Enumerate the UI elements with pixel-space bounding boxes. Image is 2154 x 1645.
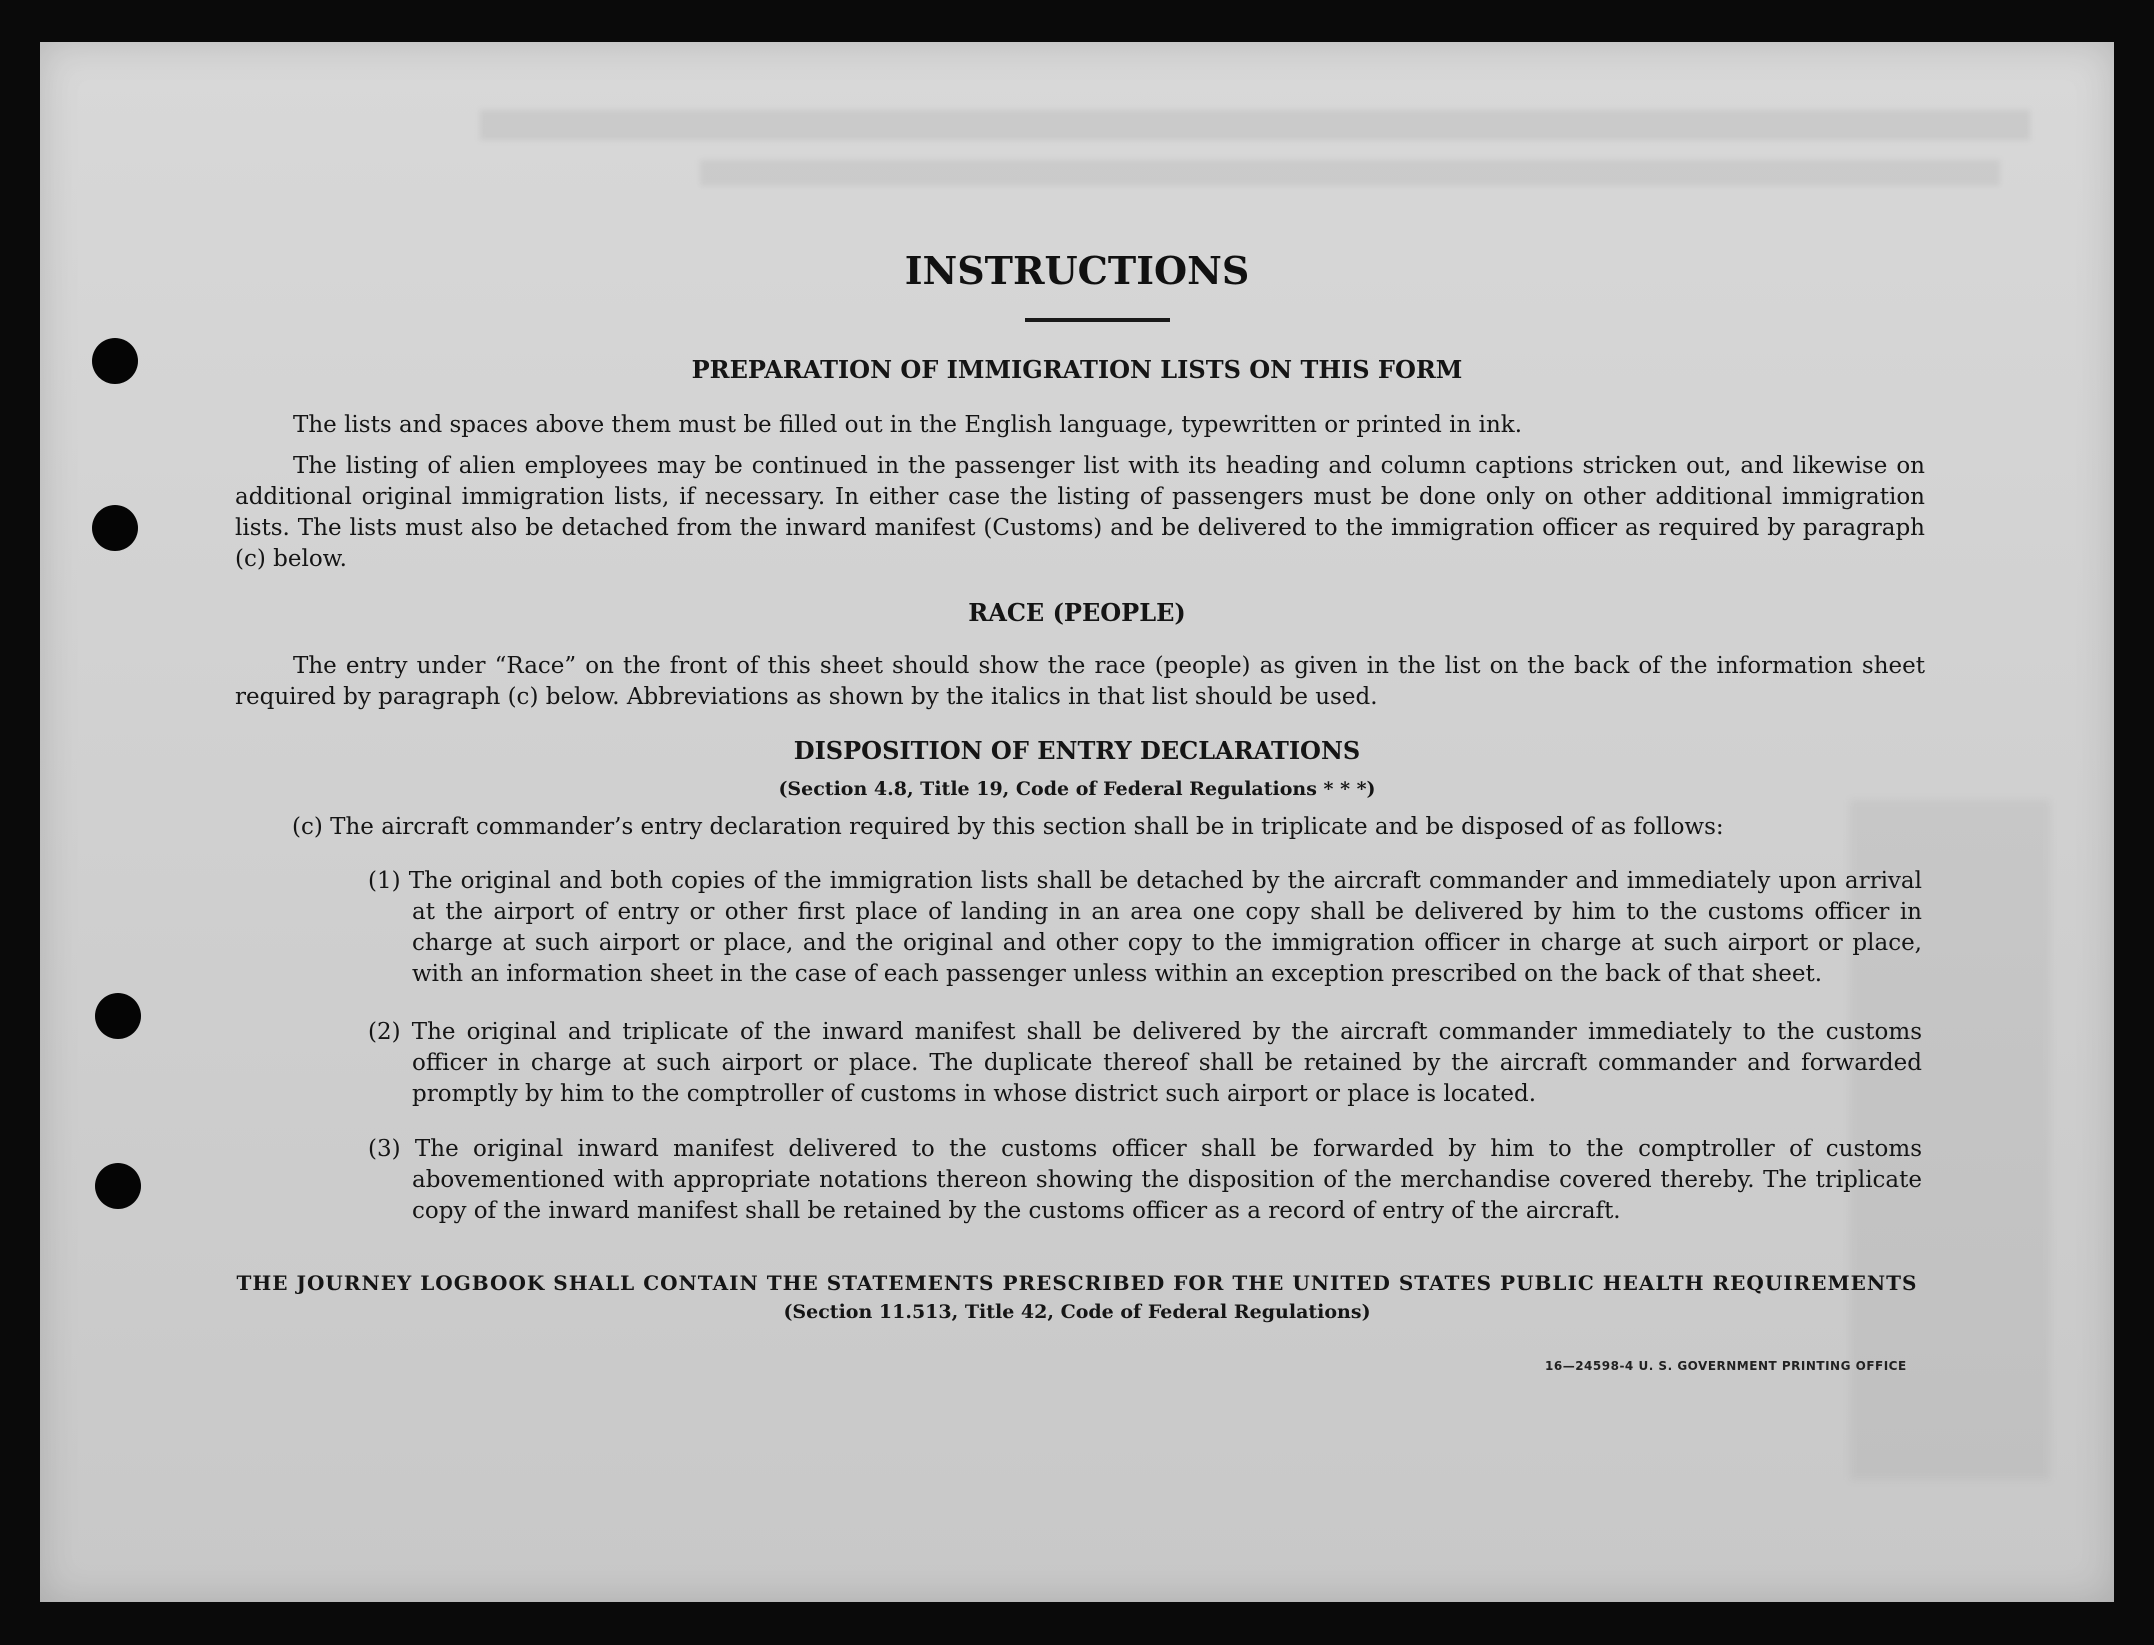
printing-office-code: 16—24598-4 U. S. GOVERNMENT PRINTING OFFICE	[1545, 1359, 1907, 1373]
preparation-heading: PREPARATION OF IMMIGRATION LISTS ON THIS FORM	[691, 355, 1463, 384]
preparation-paragraph-2: The listing of alien employees may be continued in the passenger list with its heading and column captions stricken out, and likewise on additional original immigration lists, if necessary. In either case the listing of passengers must be done only on other additional immigration lists. The lists must also be detached from the inward manifest (Customs) and be delivered to the immigration officer as required by paragraph (c) below.	[235, 453, 1925, 572]
race-heading: RACE (PEOPLE)	[968, 598, 1186, 627]
disposition-item-2-text: (2) The original and triplicate of the inward manifest shall be delivered by the aircraft commander immediately to the customs officer in charge at such airport or place. The duplicate thereof shall be retained by the aircraft commander and forwarded promptly by him to the comptroller of customs in whose district such airport or place is located.	[368, 1019, 1922, 1107]
race-paragraph: The entry under “Race” on the front of this sheet should show the race (people) as given in the list on the back of the information sheet required by paragraph (c) below. Abbreviations as shown by the italics in that list should be used.	[235, 653, 1925, 710]
disposition-heading: DISPOSITION OF ENTRY DECLARATIONS	[793, 736, 1361, 765]
footer-citation: (Section 11.513, Title 42, Code of Federal Regulations)	[783, 1301, 1371, 1323]
disposition-item-2	[340, 1017, 1922, 1110]
disposition-item-1	[340, 866, 1922, 990]
page-title: INSTRUCTIONS	[904, 248, 1250, 293]
title-underline	[1025, 318, 1170, 322]
disposition-item-3	[340, 1134, 1922, 1227]
preparation-paragraph-1: The lists and spaces above them must be filled out in the English language, typewritten or printed in ink.	[293, 412, 1523, 438]
disposition-subheading: (Section 4.8, Title 19, Code of Federal Regulations * * *)	[778, 778, 1376, 800]
disposition-item-3-text: (3) The original inward manifest delivered to the customs officer shall be forwarded by him to the comptroller of customs abovementioned with appropriate notations thereon showing the disposition of the merchandise covered thereby. The triplicate copy of the inward manifest shall be retained by the customs officer as a record of entry of the aircraft.	[368, 1136, 1922, 1224]
disposition-item-1-text: (1) The original and both copies of the immigration lists shall be detached by the aircraft commander and immediately upon arrival at the airport of entry or other first place of landing in an area one copy shall be delivered by him to the customs officer in charge at such airport or place, and the original and other copy to the immigration officer in charge at such airport or place, with an information sheet in the case of each passenger unless within an exception prescribed on the back of that sheet.	[368, 868, 1922, 987]
footer-statement: THE JOURNEY LOGBOOK SHALL CONTAIN THE STATEMENTS PRESCRIBED FOR THE UNITED STATES PUBLIC HEALTH REQUIREMENTS	[236, 1271, 1918, 1295]
disposition-intro: (c) The aircraft commander’s entry declaration required by this section shall be in triplicate and be disposed of as follows:	[292, 814, 1724, 840]
